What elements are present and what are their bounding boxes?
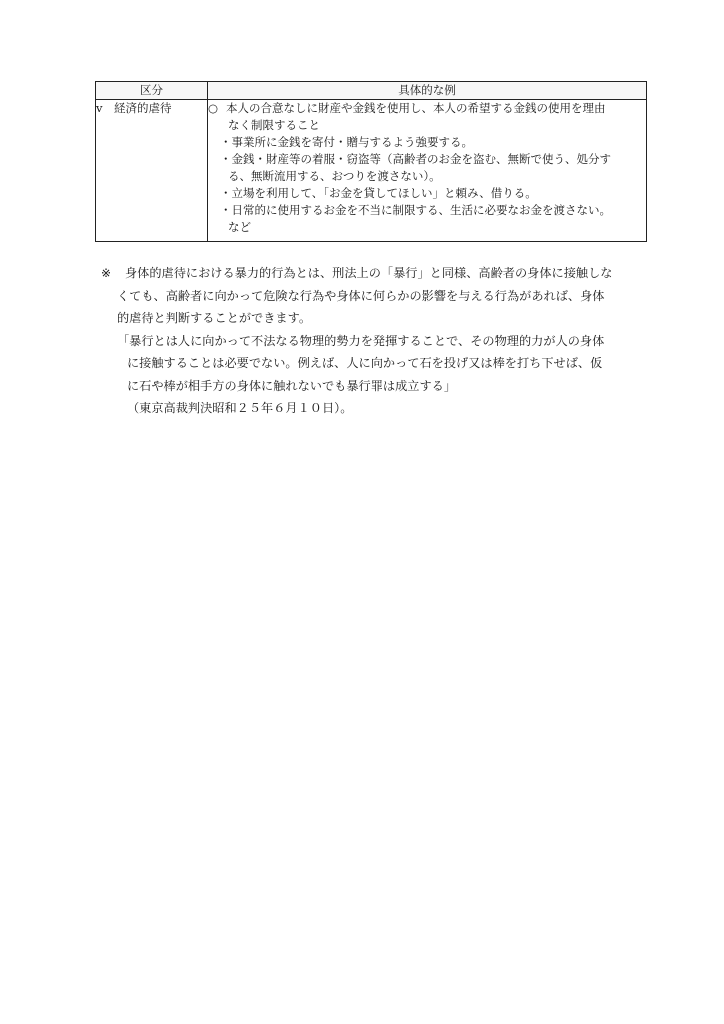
- note-line: くても、高齢者に向かって危険な行為や身体に何らかの影響を与える行為があれば、身体: [117, 288, 605, 303]
- court-quote-line: に接触することは必要でない。例えば、人に向かって石を投げ又は棒を打ち下せば、仮: [127, 356, 603, 370]
- example-bullet: ・事業所に金銭を寄付・贈与するよう強要する。: [220, 135, 473, 149]
- header-category: 区分: [96, 82, 208, 100]
- table-row: [96, 100, 647, 242]
- physical-abuse-note: [101, 262, 661, 420]
- circle-marker: ○: [208, 101, 219, 115]
- court-quote-line: 「暴行とは人に向かって不法なる物理的勢力を発揮することで、その物理的力が人の身体: [117, 333, 605, 348]
- court-citation: （東京高裁判決昭和２５年６月１０日）。: [127, 401, 353, 415]
- note-text: 身体的虐待における暴力的行為とは、刑法上の「暴行」と同様、高齢者の身体に接触しな: [125, 266, 613, 280]
- examples-closing: など: [228, 220, 251, 234]
- main-definition: [208, 100, 646, 117]
- reference-mark: ※: [101, 266, 112, 280]
- note-line: 的虐待と判断することができます。: [117, 311, 312, 325]
- table-header-row: [96, 82, 647, 100]
- note-first-line: [101, 262, 661, 285]
- example-bullet: ・立場を利用して、「お金を貸してほしい」と頼み、借りる。: [220, 186, 537, 200]
- example-bullet: ・金銭・財産等の着服・窃盗等（高齢者のお金を盗む、無断で使う、処分す: [220, 152, 611, 166]
- example-bullet-continued: る、無断流用する、おつりを渡さない）。: [228, 169, 441, 183]
- examples-cell: [208, 100, 647, 242]
- abuse-examples-table: [95, 81, 647, 242]
- court-quote-line: に石や棒が相手方の身体に触れないでも暴行罪は成立する」: [127, 378, 457, 393]
- header-examples: 具体的な例: [208, 82, 647, 100]
- main-definition-text: 本人の合意なしに財産や金銭を使用し、本人の希望する金銭の使用を理由: [226, 101, 606, 115]
- example-bullet: ・日常的に使用するお金を不当に制限する、生活に必要なお金を渡さない。: [220, 203, 611, 217]
- main-definition-continued: なく制限すること: [228, 118, 320, 132]
- category-cell: v 経済的虐待: [96, 100, 208, 242]
